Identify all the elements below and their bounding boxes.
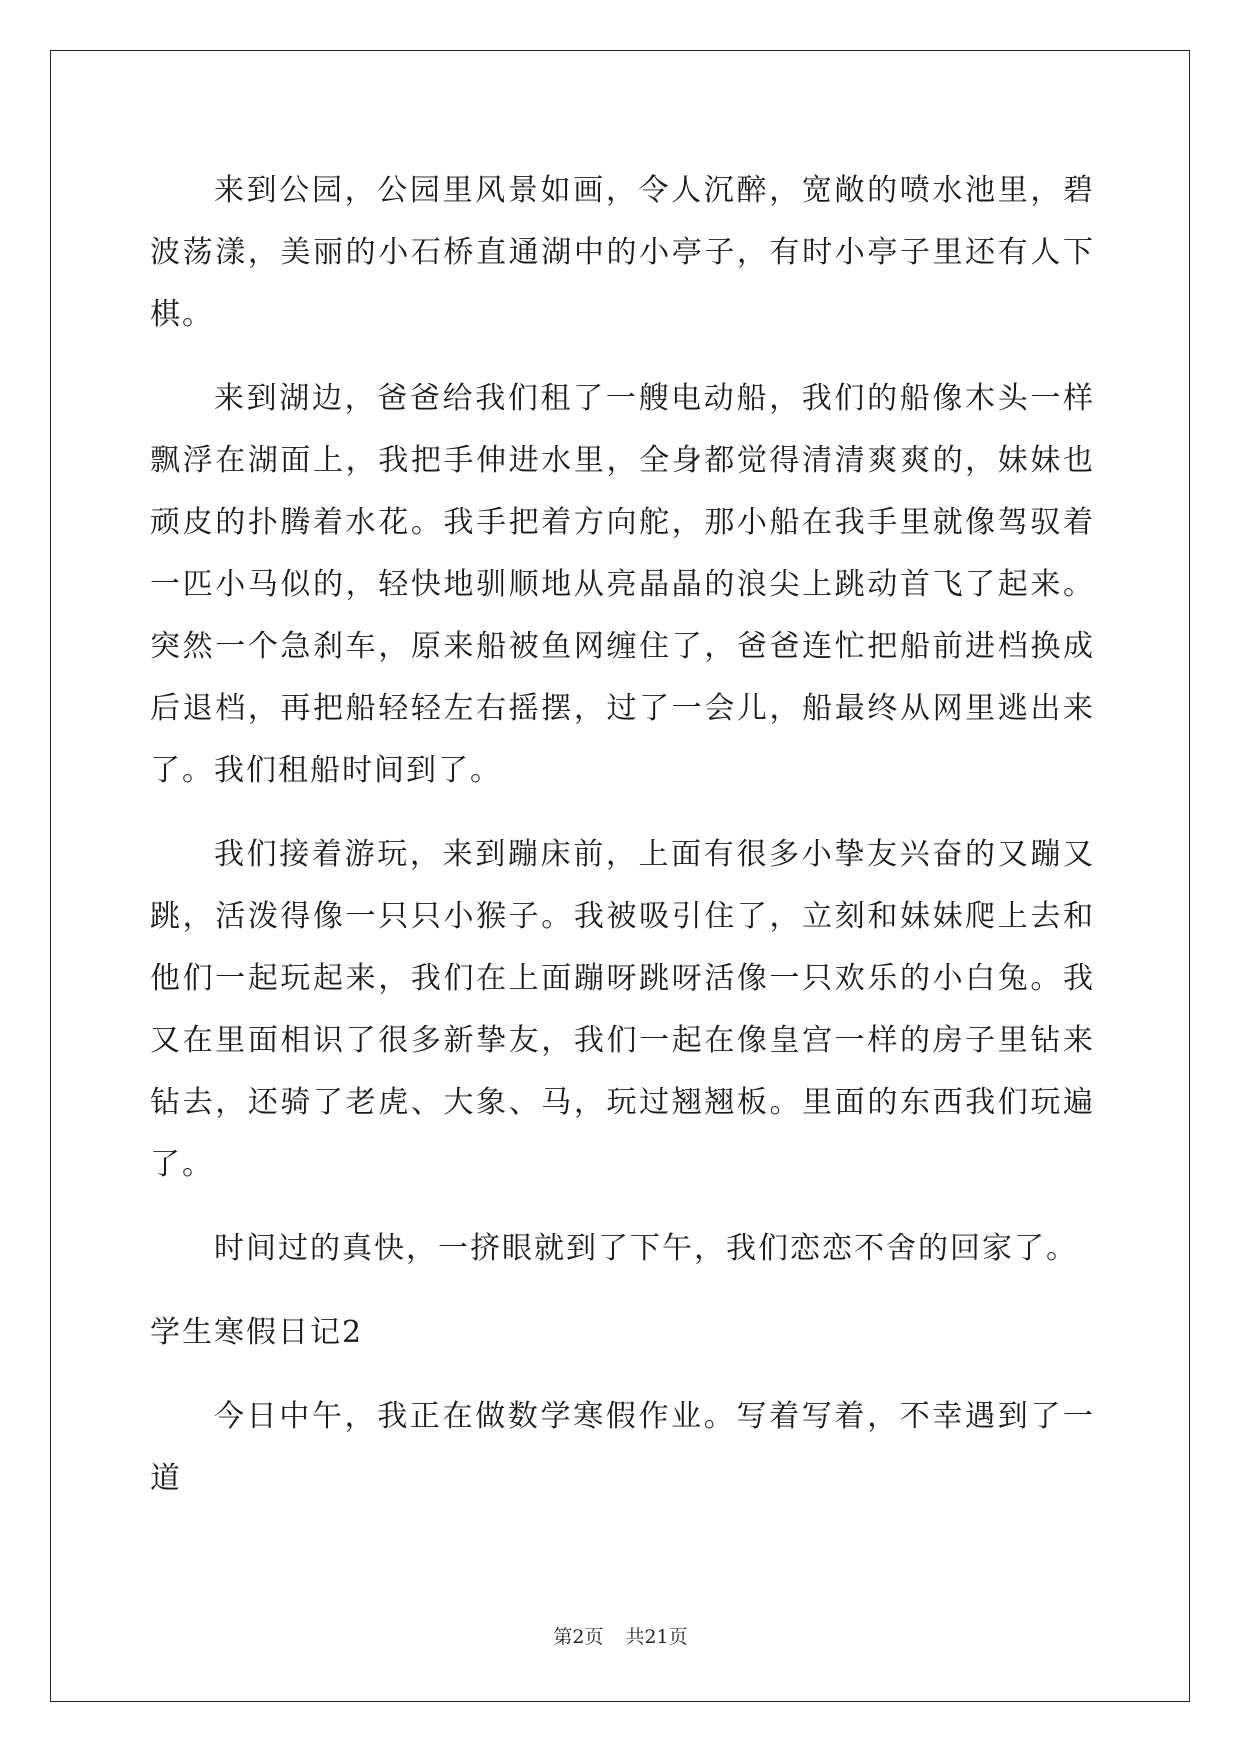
page-number: 第2页: [553, 1626, 604, 1648]
paragraph-homework: 今日中午，我正在做数学寒假作业。写着写着，不幸遇到了一道: [150, 1399, 1095, 1496]
paragraph-trampoline: 我们接着游玩，来到蹦床前，上面有很多小挚友兴奋的又蹦又跳，活泼得像一只只小猴子。我被吸引住了，立刻和妹妹爬上去和他们一起玩起来，我们在上面蹦呀跳呀活像一只欢乐的小白兔。我又在里面相识了很多新挚友，我们一起在像皇宫一样的房子里钻来钻去，还骑了老虎、大象、马，玩过翘翘板。里面的东西我们玩遍了。: [150, 837, 1095, 1182]
document-body: [150, 160, 1095, 1532]
page-footer: [0, 1622, 1241, 1649]
paragraph-park: 来到公园，公园里风景如画，令人沉醉，宽敞的喷水池里，碧波荡漾，美丽的小石桥直通湖中的小亭子，有时小亭子里还有人下棋。: [150, 173, 1095, 332]
diary-heading: 学生寒假日记2: [150, 1315, 364, 1350]
page-total: 共21页: [625, 1626, 688, 1648]
paragraph-going-home: 时间过的真快，一挤眼就到了下午，我们恋恋不舍的回家了。: [214, 1231, 1078, 1266]
paragraph-lake-boat: 来到湖边，爸爸给我们租了一艘电动船，我们的船像木头一样飘浮在湖面上，我把手伸进水里，全身都觉得清清爽爽的，妹妹也顽皮的扑腾着水花。我手把着方向舵，那小船在我手里就像驾驭着一匹小马似的，轻快地驯顺地从亮晶晶的浪尖上跳动首飞了起来。突然一个急刹车，原来船被鱼网缠住了，爸爸连忙把船前进档换成后退档，再把船轻轻左右摇摆，过了一会儿，船最终从网里逃出来了。我们租船时间到了。: [150, 381, 1095, 788]
